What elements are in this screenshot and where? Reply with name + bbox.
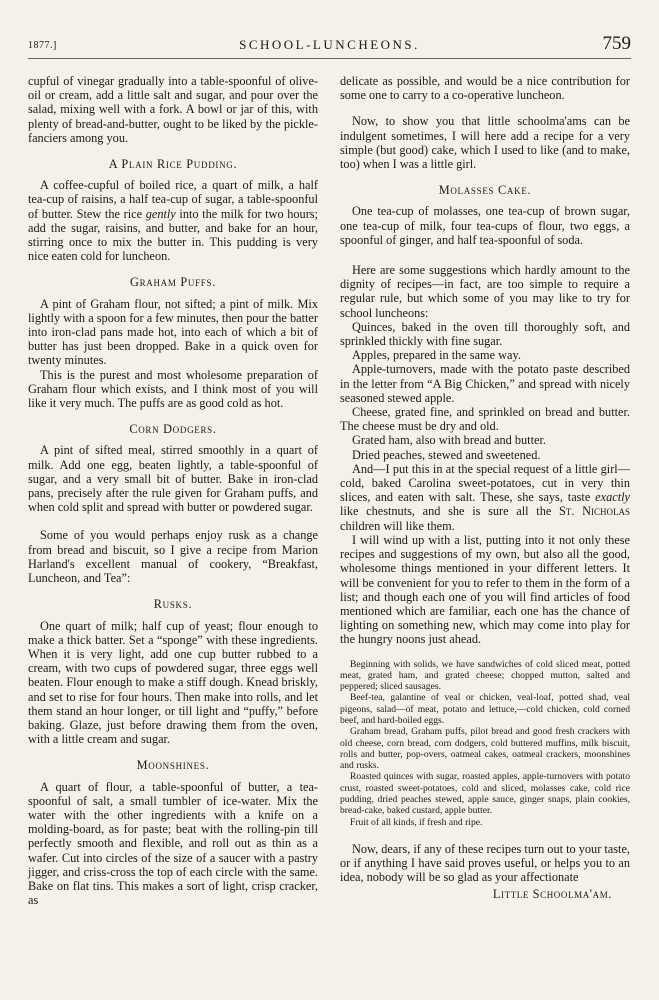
running-header — [28, 34, 631, 59]
left-column — [28, 74, 318, 907]
list-item: Beginning with solids, we have sandwiches of cold sliced meat, potted meat, grated ham, and grated cheese; chopped mutton, salted and peppered; sliced sausages. — [340, 658, 630, 693]
signature: Little Schoolma'am. — [492, 886, 612, 901]
graham-puffs-title: Graham Puffs. — [130, 275, 216, 290]
molasses-cake-text: One tea-cup of molasses, one tea-cup of brown sugar, one tea-cup of milk, four tea-cups of flour, two eggs, a spoonful of ginger, and half tea-spoonful of soda. — [340, 204, 630, 247]
moonshines-title: Moonshines. — [136, 758, 210, 773]
rice-pudding-text: A coffee-cupful of boiled rice, a quart of milk, a half tea-cup of raisins, a half tea-cup of sugar, a table-spoonful of butter. Stew the rice gently into the milk for two hours; add the sugar, raisins, and butter, and bake for an hour, stirring once to mix the butter in. This pudding is very nice eaten cold for luncheon. — [28, 178, 318, 264]
page-number: 759 — [602, 33, 631, 54]
suggestion-apples: Apples, prepared in the same way. — [352, 348, 521, 363]
header-year: 1877.] — [28, 40, 57, 51]
list-item: Fruit of all kinds, if fresh and ripe. — [350, 816, 483, 828]
list-item: Roasted quinces with sugar, roasted apples, apple-turnovers with potato crust, roasted sweet-potatoes, cold and sliced, molasses cake, cold rice pudding, dried peaches stewed, apple sauce, ginger snaps, plain cookies, bread-cake, baked custard, apple butter. — [340, 771, 630, 817]
right-column — [340, 74, 630, 901]
list-introduction: I will wind up with a list, putting into it not only these recipes and suggestions of my own, but also all the good, wholesome things mentioned in your different letters. It will be convenient for you to refer to them in the form of a list; and though each one of you will find articles of food mentioned which are familiar, each one has the chance of lighting on something new, which may come into play for the hungry noons just ahead. — [340, 532, 630, 647]
moonshines-continuation: delicate as possible, and would be a nice contribution for some one to carry to a co-operative luncheon. — [340, 74, 630, 103]
moonshines-text: A quart of flour, a table-spoonful of butter, a tea-spoonful of salt, a small tumbler of ice-water. Mix the water with the other ingredients with a knife on a molding-board, as for paste; beat with the rolling-pin till perfectly smooth and flexible, and roll out as thin as a wafer. Cut into circles of the size of a saucer with a pastry jigger, and criss-cross the top of each circle with the same. Bake on flat tins. This makes a sort of light, crisp cracker, as — [28, 779, 318, 908]
rusk-intro: Some of you would perhaps enjoy rusk as a change from bread and biscuit, so I give a recipe from Marion Harland's excellent manual of cookery, “Breakfast, Luncheon, and Tea”: — [28, 528, 318, 586]
food-list — [340, 659, 630, 828]
suggestions-intro: Here are some suggestions which hardly amount to the dignity of recipes—in fact, are too simple to require a regular rule, but which some of you may like to try for school luncheons: — [340, 263, 630, 320]
graham-puffs-note: This is the purest and most wholesome preparation of Graham flour which exists, and I think most of you will like it very much. The puffs are as good cold as hot. — [28, 367, 318, 411]
molasses-cake-title: Molasses Cake. — [438, 183, 532, 198]
suggestion-turnovers: Apple-turnovers, made with the potato paste described in the letter from “A Big Chicken,” and spread with nicely seasoned stewed apple. — [340, 362, 630, 405]
corn-dodgers-title: Corn Dodgers. — [129, 422, 217, 437]
rice-pudding-title: A Plain Rice Pudding. — [108, 157, 238, 172]
suggestion-sweet-potatoes: And—I put this in at the special request of a little girl—cold, baked Carolina sweet-potatoes, cut in very thin slices, and eaten with salt. These, she says, taste exactly like chestnuts, and she is sure all the St. Nicholas children will like them. — [340, 461, 630, 533]
graham-puffs-text: A pint of Graham flour, not sifted; a pint of milk. Mix lightly with a spoon for a few minutes, then pour the batter into iron-clad pans made hot, into each of which a bit of butter has just been dropped. Bake in a quick oven for twenty minutes. — [28, 296, 318, 368]
salad-continuation: cupful of vinegar gradually into a table-spoonful of olive-oil or cream, add a little salt and sugar, and pour over the salad, mixing well with a fork. A bowl or jar of this, with plenty of bread-and-butter, ought to be liked by the pickle-fanciers among you. — [28, 74, 318, 145]
list-item: Graham bread, Graham puffs, pilot bread and good fresh crackers with old cheese, corn bread, corn dodgers, cold buttered muffins, milk biscuit, rolls and butter, pop-overs, oatmeal cakes, oatmeal crackers, moonshines and rusks. — [340, 726, 630, 772]
list-item: Beef-tea, galantine of veal or chicken, veal-loaf, potted shad, veal pigeons, salad—of meat, potato and lettuce,—cold chicken, cold corned beef, and hard-boiled eggs. — [340, 692, 630, 726]
header-title: SCHOOL-LUNCHEONS. — [239, 37, 420, 52]
suggestion-cheese: Cheese, grated fine, and sprinkled on bread and butter. The cheese must be dry and old. — [340, 405, 630, 434]
corn-dodgers-text: A pint of sifted meal, stirred smoothly in a quart of milk. Add one egg, beaten lightly, a table-spoonful of sugar, and a very small bit of butter. Bake in iron-clad pans, precisely after the rule given for Graham puffs, and when cold split and spread with butter or powdered sugar. — [28, 443, 318, 515]
suggestion-quinces: Quinces, baked in the oven till thoroughly soft, and sprinkled thickly with fine sugar. — [340, 319, 630, 349]
suggestion-ham: Grated ham, also with bread and butter. — [352, 433, 546, 448]
suggestion-peaches: Dried peaches, stewed and sweetened. — [352, 447, 541, 462]
closing-paragraph: Now, dears, if any of these recipes turn out to your taste, or if anything I have said proves useful, or helps you to an idea, nobody will be so glad as your affectionate — [340, 841, 630, 885]
rusks-text: One quart of milk; half cup of yeast; flour enough to make a thick batter. Set a “sponge” with these ingredients. When it is very light, add one cup butter rubbed to a cream, with two cups of powdered sugar, three eggs well beaten. Flour enough to make a stiff dough. Knead briskly, and set to rise for four hours. Then make into rolls, and let them stand an hour longer, or till light and “puffy,” before baking. Glaze, just before drawing them from the oven, with a little cream and sugar. — [28, 618, 318, 747]
rusks-title: Rusks. — [153, 597, 193, 612]
cake-intro: Now, to show you that little schoolma'ams can be indulgent sometimes, I will here add a recipe for a very simple (but good) cake, which I used to like (and to make, too) when I was a little girl. — [340, 114, 630, 172]
